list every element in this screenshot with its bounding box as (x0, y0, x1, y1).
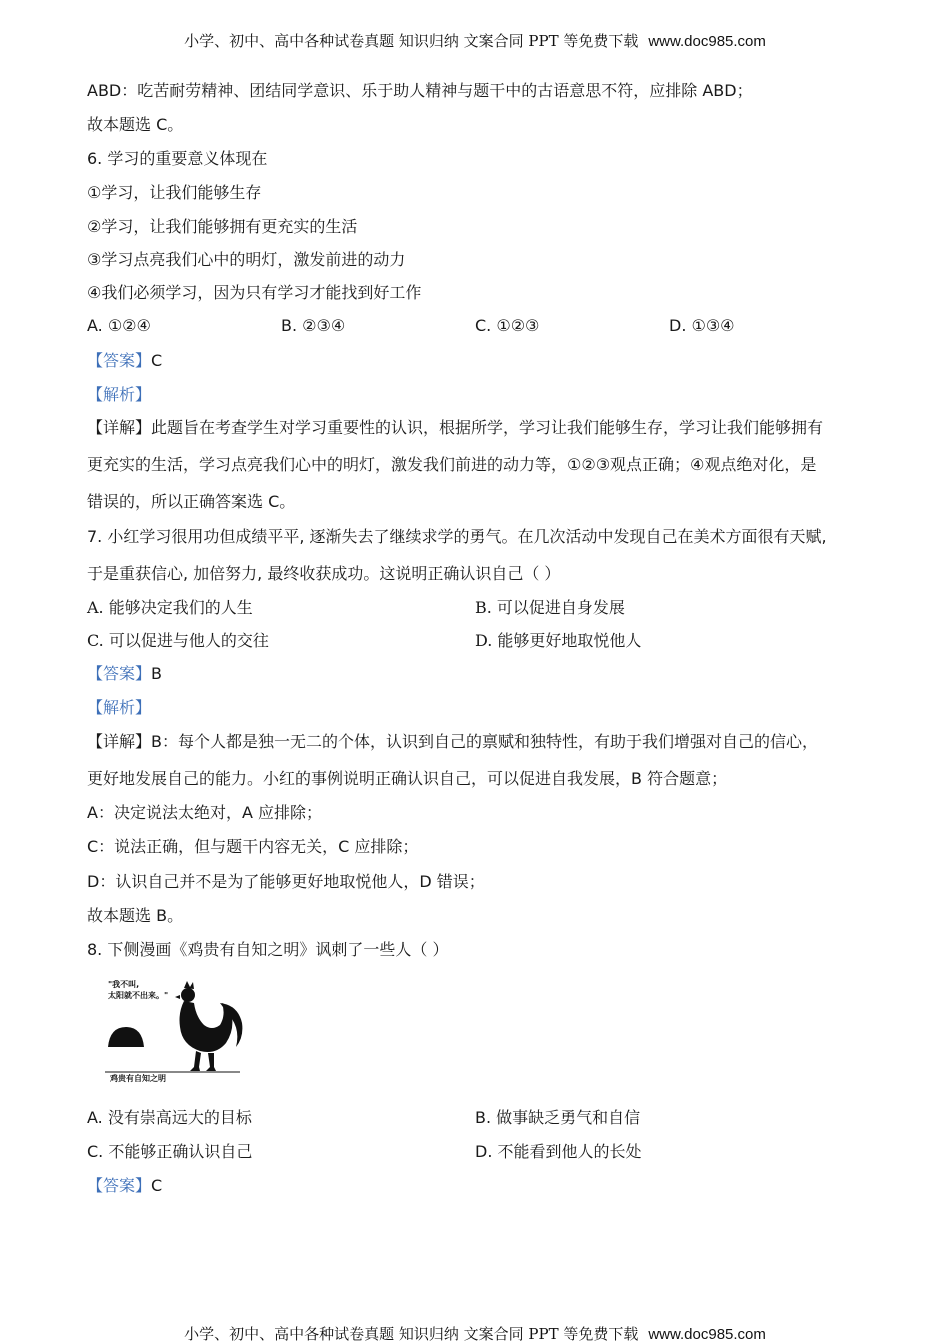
q6-detail-line-2: 更充实的生活，学习点亮我们心中的明灯，激发我们前进的动力等，①②③观点正确；④观点绝对化，是 (87, 455, 817, 474)
q7-analysis-tag: 【解析】 (87, 698, 152, 717)
q8-option-b: B. 做事缺乏勇气和自信 (475, 1108, 641, 1127)
q7-option-c: C. 可以促进与他人的交往 (87, 631, 269, 650)
q7-conclusion: 故本题选 B。 (87, 906, 184, 925)
q7-answer (87, 664, 162, 684)
q6-analysis-tag: 【解析】 (87, 385, 152, 404)
q7-detail-line-1 (87, 732, 818, 752)
q6-detail-text-1: 此题旨在考查学生对学习重要性的认识，根据所学，学习让我们能够生存，学习让我们能够拥有 (151, 418, 824, 437)
q7-detail-line-2: 更好地发展自己的能力。小红的事例说明正确认识自己，可以促进自我发展，B 符合题意； (87, 769, 728, 788)
q7-answer-value: B (151, 664, 162, 683)
rooster-icon (175, 981, 242, 1071)
rooster-cartoon (100, 975, 250, 1083)
q6-answer-tag: 【答案】 (87, 351, 152, 370)
header-text: 小学、初中、高中各种试卷真题 知识归纳 文案合同 PPT 等免费下载 (184, 32, 639, 50)
sun-shape (108, 1027, 144, 1047)
q6-answer (87, 351, 162, 371)
cartoon-speech-line-2: 太阳就不出来。" (108, 991, 169, 1000)
q7-answer-tag: 【答案】 (87, 664, 152, 683)
q7-stem-line-2: 于是重获信心, 加倍努力, 最终收获成功。这说明正确认识自己（ ） (87, 564, 561, 583)
cartoon-speech-line-1: "我不叫, (108, 980, 140, 989)
line-abd-exclusion: ABD：吃苦耐劳精神、团结同学意识、乐于助人精神与题干中的古语意思不符，应排除 ABD； (87, 81, 753, 100)
q8-answer-tag: 【答案】 (87, 1176, 152, 1195)
q7-line-c: C：说法正确，但与题干内容无关，C 应排除； (87, 837, 419, 856)
q6-option-a: A. ①②④ (87, 316, 151, 335)
q7-detail-text-1: B：每个人都是独一无二的个体，认识到自己的禀赋和独特性，有助于我们增强对自己的信心， (151, 732, 818, 751)
header-url[interactable]: www.doc985.com (648, 33, 766, 50)
footer-url[interactable]: www.doc985.com (648, 1326, 766, 1343)
q6-statement-3: ③学习点亮我们心中的明灯，激发前进的动力 (87, 250, 406, 269)
cartoon-caption: 鸡贵有自知之明 (110, 1074, 166, 1083)
q7-stem-line-1: 7. 小红学习很用功但成绩平平, 逐渐失去了继续求学的勇气。在几次活动中发现自己在美术方面很有天赋, (87, 527, 827, 546)
q8-option-a: A. 没有崇高远大的目标 (87, 1108, 252, 1127)
q7-option-a: A. 能够决定我们的人生 (87, 598, 253, 617)
q6-detail-line-3: 错误的，所以正确答案选 C。 (87, 492, 296, 511)
q7-line-d: D：认识自己并不是为了能够更好地取悦他人，D 错误； (87, 872, 485, 891)
q6-statement-1: ①学习，让我们能够生存 (87, 183, 262, 202)
q6-statement-4: ④我们必须学习，因为只有学习才能找到好工作 (87, 283, 422, 302)
q6-option-c: C. ①②③ (475, 316, 540, 335)
q7-line-a: A：决定说法太绝对，A 应排除； (87, 803, 322, 822)
q7-option-d: D. 能够更好地取悦他人 (475, 631, 642, 650)
q6-detail-tag: 【详解】 (87, 418, 152, 437)
q7-option-b: B. 可以促进自身发展 (475, 598, 625, 617)
q8-answer (87, 1176, 162, 1196)
q6-option-b: B. ②③④ (281, 316, 346, 335)
footer-text: 小学、初中、高中各种试卷真题 知识归纳 文案合同 PPT 等免费下载 (184, 1325, 639, 1343)
q6-option-d: D. ①③④ (669, 316, 735, 335)
q6-detail-line-1 (87, 418, 823, 438)
q6-statement-2: ②学习，让我们能够拥有更充实的生活 (87, 217, 358, 236)
page-header (0, 30, 950, 51)
q6-stem: 6. 学习的重要意义体现在 (87, 149, 268, 168)
q6-answer-value: C (151, 351, 163, 370)
q8-option-c: C. 不能够正确认识自己 (87, 1142, 253, 1161)
page-footer (0, 1323, 950, 1344)
q8-answer-value: C (151, 1176, 163, 1195)
line-choose-c: 故本题选 C。 (87, 115, 184, 134)
q7-detail-tag: 【详解】 (87, 732, 152, 751)
q8-stem: 8. 下侧漫画《鸡贵有自知之明》讽刺了一些人（ ） (87, 940, 449, 959)
q8-option-d: D. 不能看到他人的长处 (475, 1142, 642, 1161)
